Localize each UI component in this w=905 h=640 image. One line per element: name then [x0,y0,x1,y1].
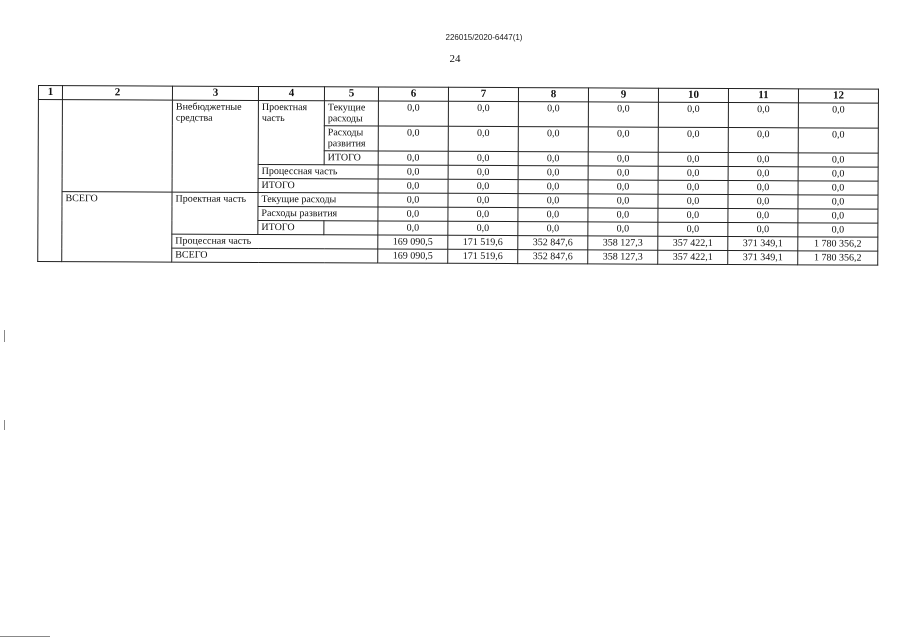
cell-itogo-label: ИТОГО [258,220,324,234]
table-cell: 371 349,1 [728,237,798,251]
cell-vsego-label: ВСЕГО [172,248,378,263]
table-cell: 357 422,1 [658,236,728,250]
page-number: 24 [449,53,461,65]
cell-current-expenses-label: Текущие расходы [258,192,378,207]
table-cell: 0,0 [728,209,798,223]
col-number-5: 5 [324,87,378,101]
table-cell: 0,0 [728,128,798,153]
table-cell: 358 127,3 [588,236,658,250]
cell-vsego-label: ВСЕГО [62,192,172,262]
table-cell: 0,0 [378,221,448,235]
col-number-10: 10 [658,88,728,102]
table-cell: 0,0 [658,152,728,166]
col-number-12: 12 [798,89,878,103]
table-cell: 0,0 [448,101,518,126]
cell-development-expenses-label: Расходы развития [258,206,378,221]
cell-itogo-label: ИТОГО [258,178,378,193]
table-cell: 169 090,5 [378,235,448,249]
col-number-6: 6 [378,87,448,101]
cell-empty [324,221,378,235]
table-cell: 171 519,6 [448,249,518,263]
table-cell: 0,0 [518,222,588,236]
document-id: 226015/2020-6447(1) [445,33,523,42]
scan-mark [4,420,5,430]
cell-project-part-label: Проектная часть [172,192,258,234]
table-cell: 0,0 [658,102,728,127]
table-cell: 0,0 [448,221,518,235]
cell-col1-empty [38,100,63,262]
table-cell: 0,0 [448,151,518,165]
table-cell: 0,0 [378,193,448,207]
table-cell: 0,0 [658,222,728,236]
table-cell: 0,0 [728,223,798,237]
table-cell: 0,0 [658,194,728,208]
cell-current-expenses-label: Текущие расходы [324,101,378,126]
table-cell: 0,0 [518,180,588,194]
table-cell: 169 090,5 [378,249,448,263]
table-cell: 0,0 [518,166,588,180]
table-cell: 0,0 [588,102,658,127]
cell-project-part-label: Проектная часть [258,100,324,164]
table-cell: 1 780 356,2 [798,251,878,265]
cell-offbudget-label: Внебюджетные средства [172,100,258,192]
table-cell: 1 780 356,2 [798,237,878,251]
table-cell: 0,0 [448,126,518,151]
table-cell: 0,0 [588,208,658,222]
table-cell: 0,0 [728,153,798,167]
cell-itogo-label: ИТОГО [324,151,378,165]
table-cell: 0,0 [378,151,448,165]
table-cell: 0,0 [378,179,448,193]
table-cell: 0,0 [588,166,658,180]
scan-mark [0,636,50,637]
table-cell: 0,0 [798,209,878,223]
table-cell: 0,0 [448,179,518,193]
table-cell: 0,0 [448,193,518,207]
table-cell: 0,0 [588,127,658,152]
table-cell: 0,0 [798,181,878,195]
table-cell: 0,0 [518,208,588,222]
table-cell: 371 349,1 [728,251,798,265]
table-cell: 0,0 [658,180,728,194]
table-cell: 0,0 [798,103,878,128]
table-cell: 0,0 [518,194,588,208]
table-cell: 0,0 [728,167,798,181]
table-cell: 0,0 [588,152,658,166]
col-number-1: 1 [38,86,62,100]
table-cell: 0,0 [448,207,518,221]
table-cell: 0,0 [518,152,588,166]
table-cell: 357 422,1 [658,250,728,264]
table-cell: 0,0 [378,165,448,179]
col-number-2: 2 [62,86,172,100]
cell-development-expenses-label: Расходы развития [324,126,378,151]
table-cell: 171 519,6 [448,235,518,249]
col-number-3: 3 [172,86,258,100]
table-cell: 0,0 [518,127,588,152]
table-cell: 0,0 [798,223,878,237]
table-cell: 358 127,3 [588,250,658,264]
table-cell: 0,0 [588,180,658,194]
table-cell: 352 847,6 [518,236,588,250]
table-cell: 0,0 [378,101,448,126]
table-cell: 0,0 [798,167,878,181]
table-cell: 0,0 [588,194,658,208]
table-cell: 0,0 [588,222,658,236]
table-cell: 0,0 [378,126,448,151]
col-number-7: 7 [448,87,518,101]
table-cell: 0,0 [658,166,728,180]
cell-col2-empty [62,100,172,192]
table-cell: 0,0 [728,181,798,195]
table-cell: 0,0 [378,207,448,221]
table-cell: 0,0 [798,195,878,209]
budget-table [37,85,879,266]
table-cell: 0,0 [728,103,798,128]
table-cell: 0,0 [798,128,878,153]
table-cell: 0,0 [518,102,588,127]
col-number-8: 8 [518,88,588,102]
table-cell: 0,0 [728,195,798,209]
cell-process-part-label: Процессная часть [172,234,378,249]
table-cell: 352 847,6 [518,250,588,264]
cell-process-part-label: Процессная часть [258,164,378,179]
table-cell: 0,0 [798,153,878,167]
table-cell: 0,0 [658,208,728,222]
table-cell: 0,0 [658,127,728,152]
col-number-9: 9 [588,88,658,102]
scan-mark [4,330,5,342]
table-row [38,100,878,129]
table-cell: 0,0 [448,165,518,179]
col-number-11: 11 [728,89,798,103]
col-number-4: 4 [258,86,324,100]
